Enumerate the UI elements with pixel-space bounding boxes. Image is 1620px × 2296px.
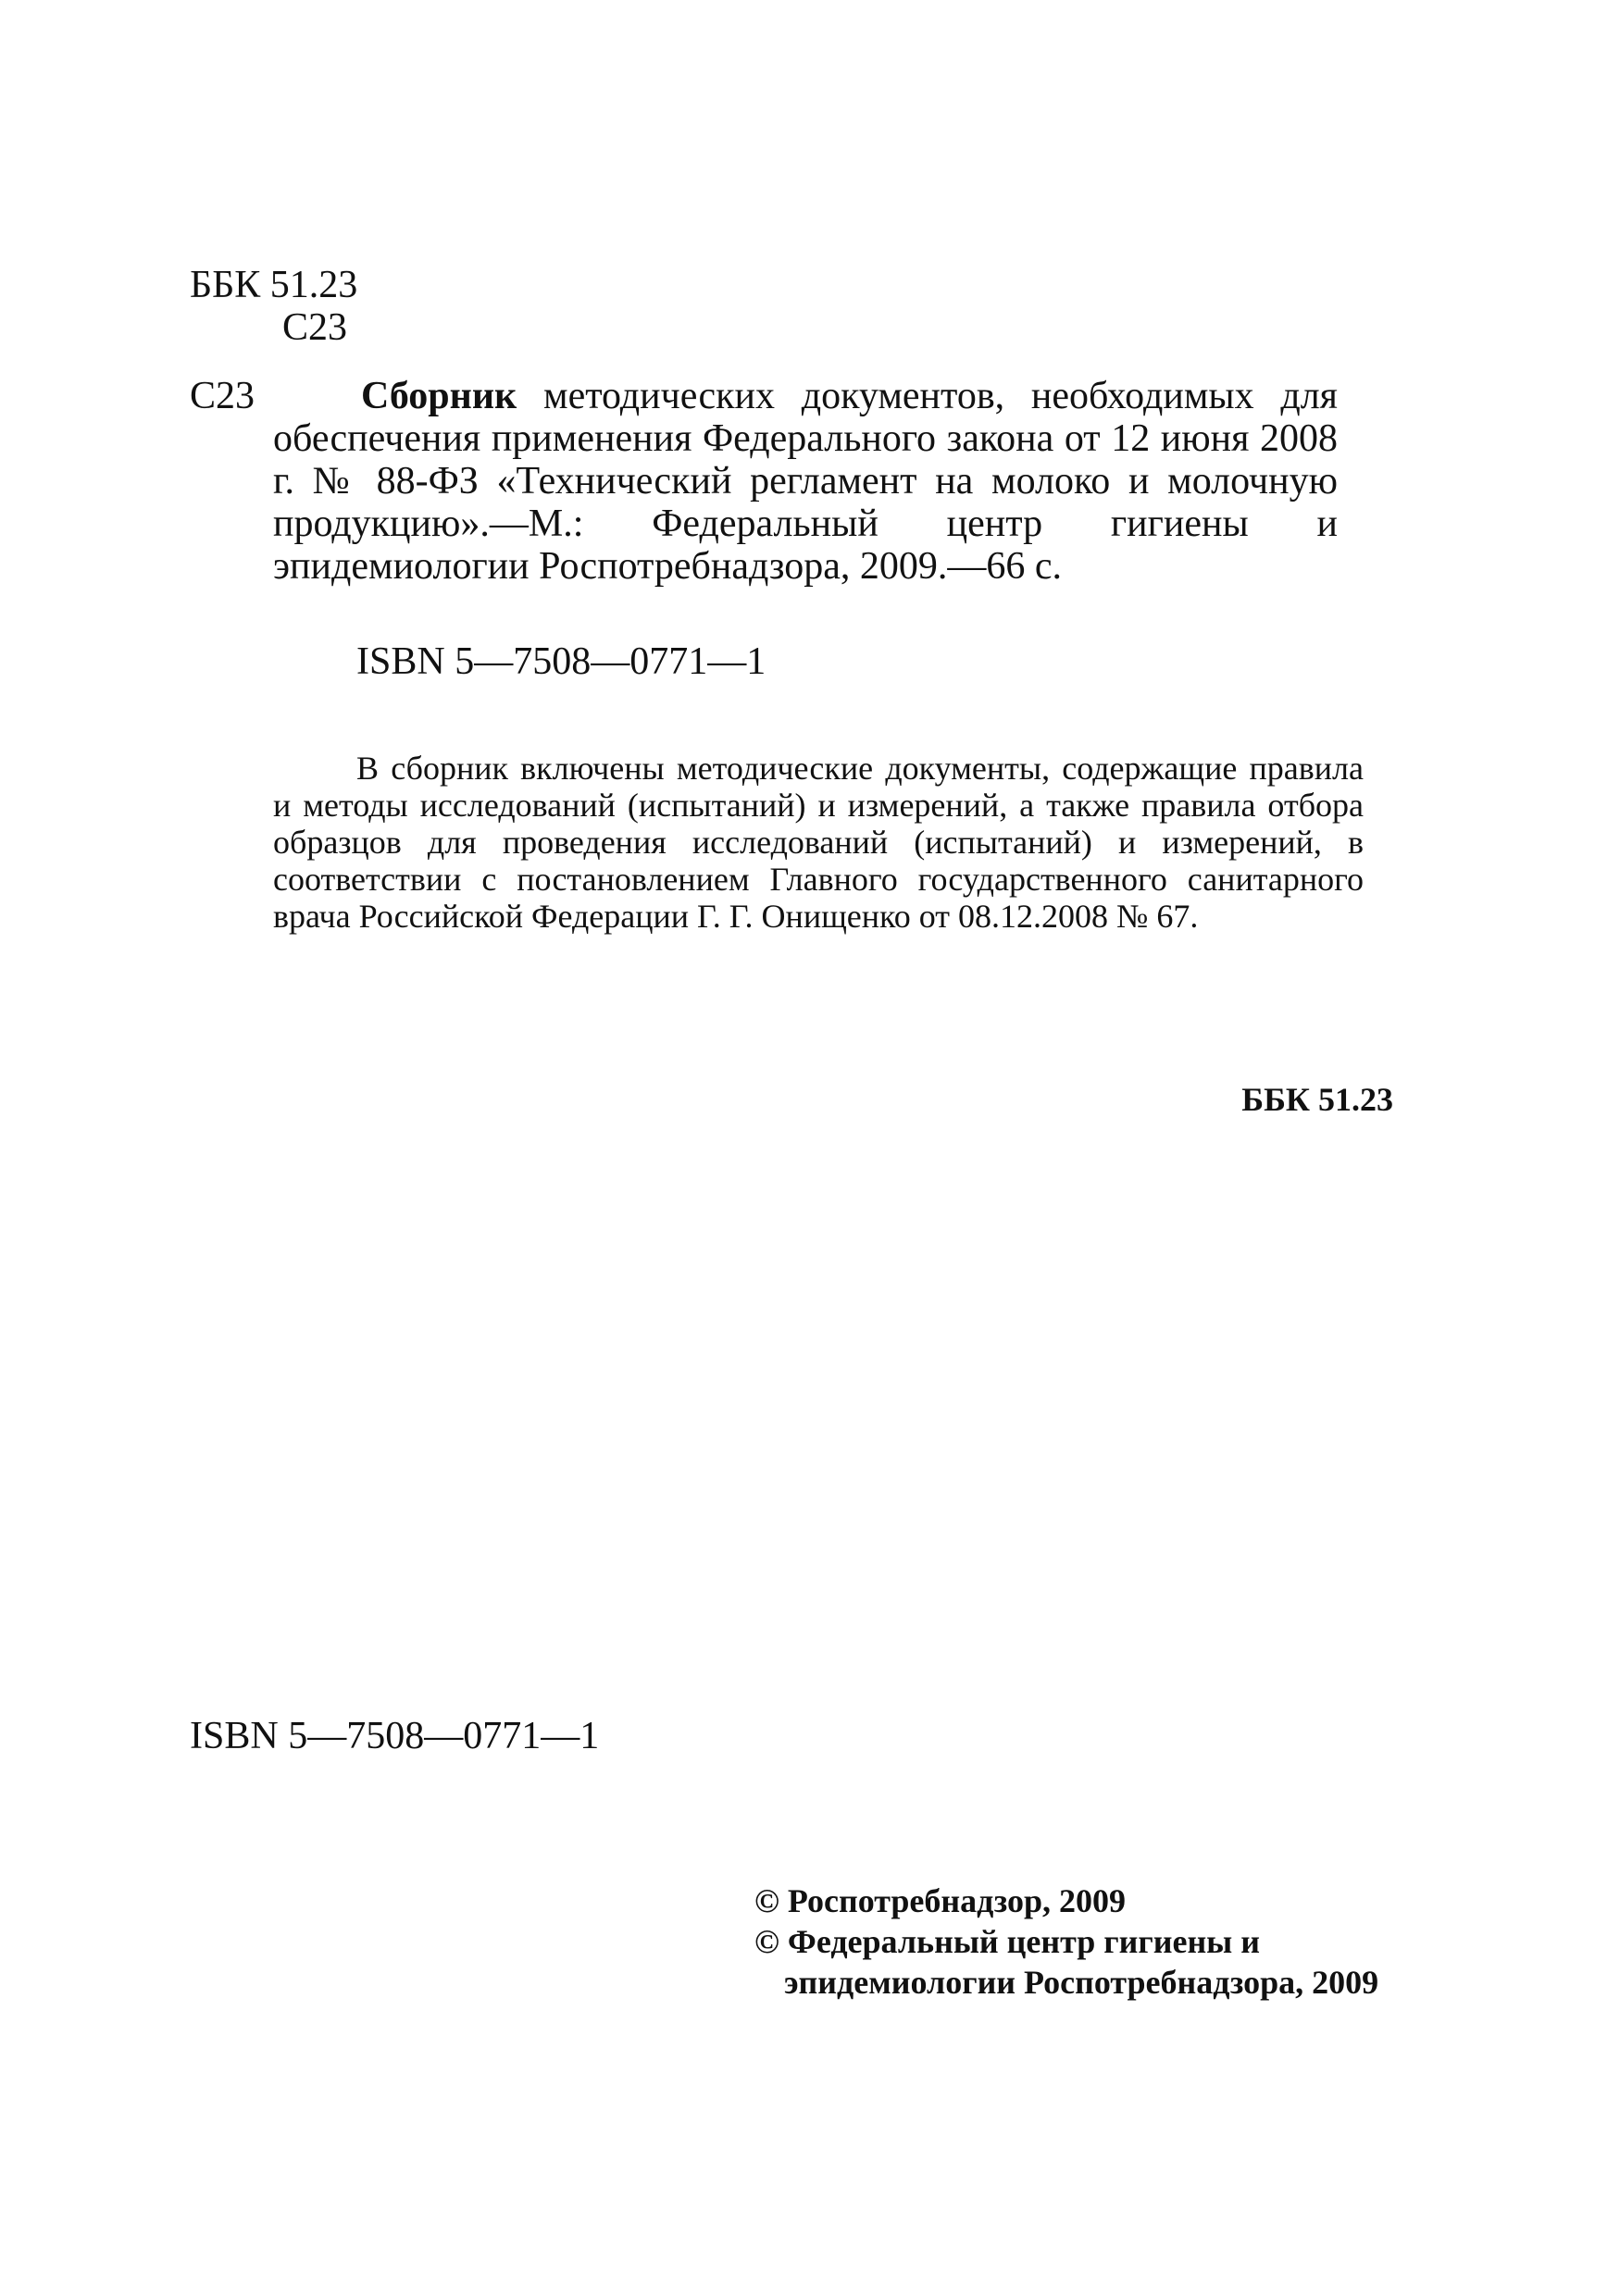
entry-title-bold: Сборник <box>361 375 517 417</box>
entry-text: методических документов, необходимых для обеспечения применения Федерального закона от 12 июня 2008 г. № 88-ФЗ «Технический регламент на молоко и молочную продукцию».—М.: Федеральный центр гигиены и эпидемиологии Роспотребнадзора, 2009.—66 с. <box>273 375 1338 588</box>
bibliographic-entry <box>190 375 1338 588</box>
copyright-line-1: © Роспотребнадзор, 2009 <box>754 1882 1127 1919</box>
copyright-line-2: © Федеральный центр гигиены и <box>754 1923 1261 1960</box>
abstract-text: В сборник включены методические документы, содержащие правила и методы исследований (испытаний) и измерений, а также правила отбора образцов для проведения исследований (испытаний) и измерений, в соответствии с постановлением Главного государственного санитарного врача Российской Федерации Г. Г. Онищенко от 08.12.2008 № 67. <box>273 750 1364 935</box>
isbn-bottom: ISBN 5—7508—0771—1 <box>190 1715 600 1757</box>
copyright-line-3: эпидемиологии Роспотребнадзора, 2009 <box>784 1964 1379 2001</box>
bbk-index-top <box>190 264 357 349</box>
bbk-index-right: ББК 51.23 <box>1241 1081 1393 1118</box>
author-mark: С23 <box>282 306 348 349</box>
isbn-main: ISBN 5—7508—0771—1 <box>356 640 766 683</box>
entry-author-mark: С23 <box>190 375 255 417</box>
entry-body <box>273 375 1338 588</box>
bbk-code: ББК 51.23 <box>190 264 358 306</box>
copyright-block <box>754 1880 1402 2003</box>
